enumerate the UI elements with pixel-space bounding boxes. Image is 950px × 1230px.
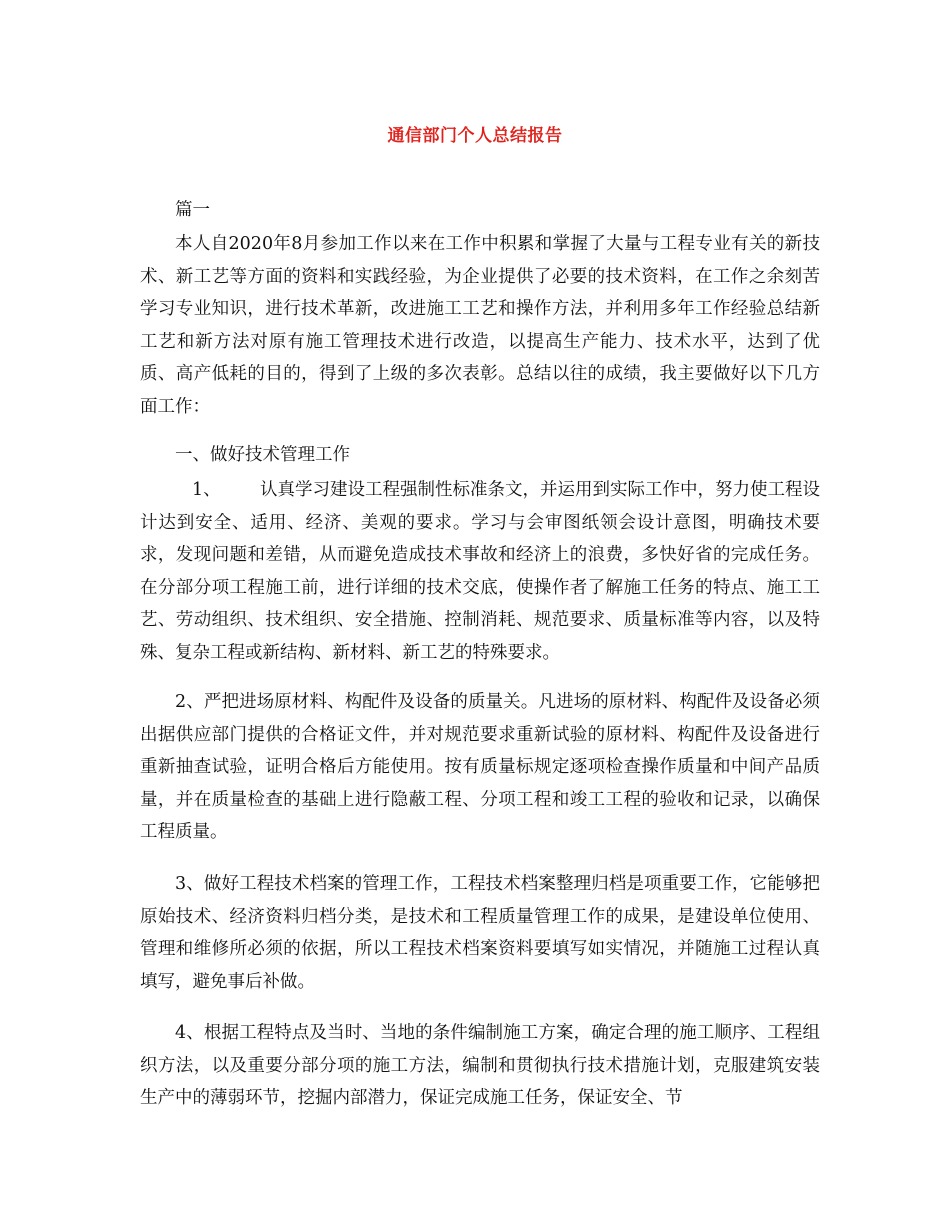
item-1-text: 认真学习建设工程强制性标准条文，并运用到实际工作中，努力使工程设计达到安全、适用、经济、美观的要求。学习与会审图纸领会设计意图，明确技术要求，发现问题和差错，从而避免造成技术事故和经济上的浪费，多快好省的完成任务。在分部分项工程施工前，进行详细的技术交底，使操作者了解施工任务的特点、施工工艺、劳动组织、技术组织、安全措施、控制消耗、规范要求、质量标准等内容，以及特殊、复杂工程或新结构、新材料、新工艺的特殊要求。 (140, 480, 820, 663)
item-1-paragraph (140, 474, 820, 669)
intro-paragraph (140, 228, 820, 423)
item-1-text-block (140, 474, 820, 669)
item-4-text: 4、根据工程特点及当时、当地的条件编制施工方案，确定合理的施工顺序、工程组织方法，以及重要分部分项的施工方法，编制和贯彻执行技术措施计划，克服建筑安装生产中的薄弱环节，挖掘内部潜力，保证完成施工任务，保证安全、节 (140, 1023, 820, 1108)
document-title: 通信部门个人总结报告 (387, 126, 563, 146)
item-1-number: 1、 (192, 480, 221, 500)
item-3-text: 3、做好工程技术档案的管理工作，工程技术档案整理归档是项重要工作，它能够把原始技术、经济资料归档分类，是技术和工程质量管理工作的成果，是建设单位使用、管理和维修所必须的依据，所以工程技术档案资料要填写如实情况，并随施工过程认真填写，避免事后补做。 (140, 874, 820, 992)
section-label: 篇一 (175, 200, 210, 220)
item-4-paragraph (140, 1017, 820, 1115)
intro-paragraph-text: 本人自2020年8月参加工作以来在工作中积累和掌握了大量与工程专业有关的新技术、新工艺等方面的资料和实践经验，为企业提供了必要的技术资料，在工作之余刻苦学习专业知识，进行技术革新，改进施工工艺和操作方法，并利用多年工作经验总结新工艺和新方法对原有施工管理技术进行改造，以提高生产能力、技术水平，达到了优质、高产低耗的目的，得到了上级的多次表彰。总结以往的成绩，我主要做好以下几方面工作： (140, 234, 820, 417)
item-2-paragraph (140, 686, 820, 849)
item-2-text: 2、严把进场原材料、构配件及设备的质量关。凡进场的原材料、构配件及设备必须出据供应部门提供的合格证文件，并对规范要求重新试验的原材料、构配件及设备进行重新抽查试验，证明合格后方能使用。按有质量标规定逐项检查操作质量和中间产品质量，并在质量检查的基础上进行隐蔽工程、分项工程和竣工工程的验收和记录，以确保工程质量。 (140, 692, 820, 842)
item-3-paragraph (140, 868, 820, 998)
heading-tech-management: 一、做好技术管理工作 (175, 445, 350, 465)
